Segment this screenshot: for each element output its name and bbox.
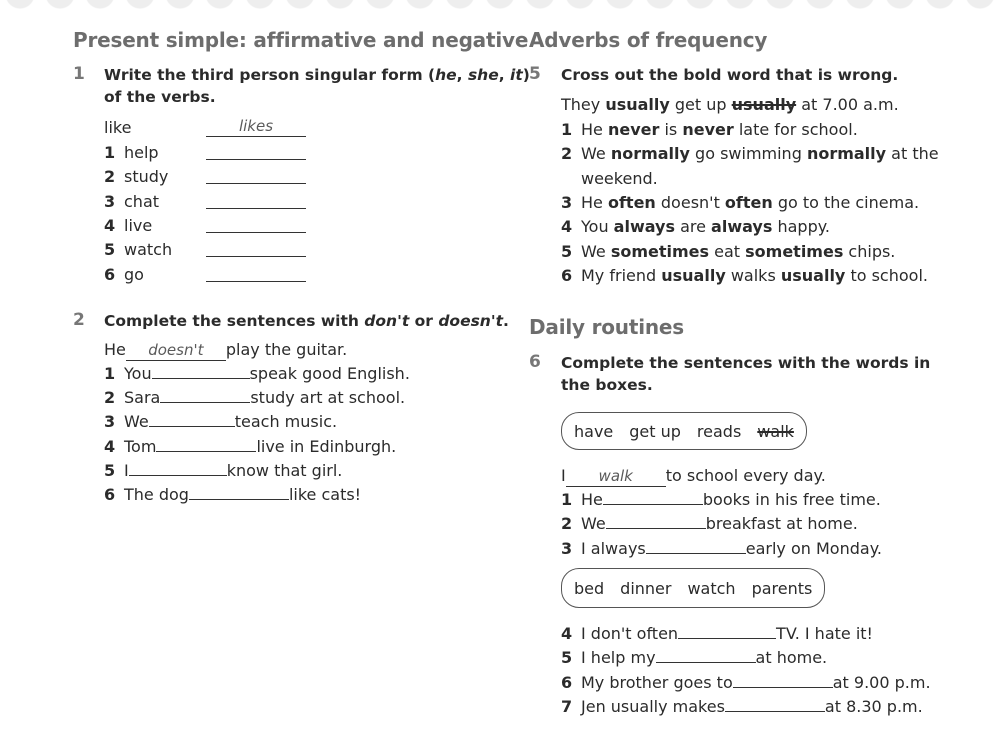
item-number: 2	[561, 514, 573, 534]
exercise-number: 1	[73, 64, 85, 84]
item-word: study	[124, 167, 169, 187]
bold-adverb[interactable]: often	[724, 192, 773, 212]
sentence-start: Jen usually makes	[581, 696, 725, 716]
list-item	[104, 167, 168, 186]
item-word: chat	[124, 191, 160, 211]
list-item	[561, 490, 881, 509]
sentence-part: to school.	[845, 265, 928, 285]
sentence-part: go to the cinema.	[772, 192, 920, 212]
item-number: 4	[104, 436, 116, 456]
answer-blank[interactable]	[646, 539, 746, 554]
list-item	[104, 192, 159, 211]
bold-adverb[interactable]: often	[607, 192, 656, 212]
bold-adverb[interactable]: always	[711, 217, 773, 237]
bold-adverb[interactable]: usually	[780, 265, 846, 285]
item-number: 2	[104, 388, 116, 408]
sentence-end: like cats!	[288, 485, 362, 504]
bold-adverb[interactable]: sometimes	[745, 241, 844, 261]
item-number: 1	[561, 490, 573, 509]
item-number: 6	[561, 672, 573, 692]
sentence-end: TV. I hate it!	[776, 624, 873, 643]
exercise-5-instruction: Cross out the bold word that is wrong.	[561, 66, 899, 84]
sentence-part: walks	[725, 265, 781, 285]
list-item	[104, 412, 337, 431]
exercise-1-instruction-line2: of the verbs.	[104, 88, 216, 106]
crossed-out-word: usually	[731, 95, 797, 114]
answer-blank[interactable]	[206, 145, 306, 164]
sentence-end: study art at school.	[250, 388, 406, 408]
sentence-part: go swimming	[689, 144, 807, 164]
list-item	[561, 120, 858, 139]
section-heading-present-simple: Present simple: affirmative and negative	[73, 28, 529, 52]
item-number: 7	[561, 696, 573, 716]
answer-blank[interactable]	[206, 267, 306, 286]
item-number: 4	[561, 624, 573, 643]
list-item-continuation: weekend.	[581, 168, 658, 188]
list-item	[561, 539, 882, 558]
exercise-1-instruction: Write the third person singular form (he, she, it)	[104, 66, 530, 84]
sentence-part: eat	[709, 241, 746, 261]
sentence-part: You	[581, 217, 614, 237]
decorative-top-border	[0, 0, 1000, 14]
item-number: 2	[561, 144, 573, 164]
sentence-end: speak good English.	[249, 364, 410, 383]
item-number: 1	[104, 364, 116, 383]
exercise-number: 6	[529, 352, 541, 372]
answer-blank[interactable]	[129, 461, 227, 476]
answer-blank[interactable]	[678, 624, 776, 639]
sentence-start: I always	[581, 538, 646, 558]
list-item	[561, 193, 919, 212]
word-box-item: parents	[751, 578, 813, 598]
sentence-start: He	[581, 490, 603, 509]
item-number: 3	[104, 191, 116, 211]
item-number: 3	[561, 192, 573, 212]
list-item	[104, 216, 152, 235]
sentence-start: We	[124, 412, 149, 432]
word-box-item-used: walk	[757, 421, 794, 441]
item-word: help	[124, 143, 159, 162]
sentence-start: I help my	[581, 648, 656, 668]
sentence-end: at 9.00 p.m.	[832, 672, 931, 692]
item-number: 5	[561, 241, 573, 261]
sentence-start: Tom	[124, 436, 157, 456]
sentence-end: early on Monday.	[745, 538, 882, 558]
exercise-number: 2	[73, 310, 85, 330]
sentence-part: He	[581, 192, 608, 212]
item-number: 5	[104, 460, 116, 480]
sentence-start: You	[124, 364, 152, 383]
item-word: live	[124, 215, 153, 235]
sentence-start: Sara	[124, 388, 161, 408]
sentence-end: teach music.	[234, 412, 338, 432]
bold-adverb[interactable]: never	[607, 120, 660, 139]
example-answer: likes	[206, 116, 306, 137]
item-number: 3	[561, 538, 573, 558]
list-item	[561, 648, 827, 667]
example-answer: walk	[566, 468, 666, 487]
sentence-end: know that girl.	[226, 460, 343, 480]
item-number: 5	[561, 648, 573, 668]
item-number: 2	[104, 167, 116, 187]
list-item	[561, 242, 895, 261]
word-box-item: bed	[574, 578, 605, 598]
word-box-1	[561, 412, 807, 450]
sentence-start: I don't often	[581, 624, 679, 643]
answer-blank[interactable]	[656, 648, 756, 663]
list-item	[104, 364, 410, 383]
section-heading-daily-routines: Daily routines	[529, 315, 684, 339]
exercise-number: 5	[529, 64, 541, 84]
answer-blank[interactable]	[149, 412, 235, 427]
exercise-6-example: I walk to school every day.	[561, 466, 826, 485]
item-word: watch	[124, 240, 173, 260]
list-item	[104, 265, 144, 284]
answer-blank[interactable]	[206, 194, 306, 213]
answer-blank[interactable]	[152, 364, 250, 379]
sentence-part: is	[659, 120, 683, 139]
sentence-part: He	[581, 120, 608, 139]
list-item	[104, 143, 159, 162]
sentence-part: at the	[886, 144, 939, 164]
answer-blank[interactable]	[733, 673, 833, 688]
item-number: 1	[104, 143, 116, 162]
item-number: 3	[104, 412, 116, 432]
sentence-part: chips.	[843, 241, 896, 261]
item-number: 6	[561, 265, 573, 285]
list-item	[561, 514, 858, 533]
sentence-part: My friend	[581, 265, 662, 285]
answer-blank[interactable]	[606, 514, 706, 529]
sentence-part: doesn't	[655, 192, 725, 212]
sentence-start: I	[124, 460, 129, 480]
sentence-part: We	[581, 144, 611, 164]
item-number: 4	[104, 215, 116, 235]
section-heading-adverbs: Adverbs of frequency	[529, 28, 768, 52]
list-item	[104, 437, 396, 456]
sentence-end: breakfast at home.	[705, 514, 858, 534]
list-item	[104, 240, 172, 259]
bold-adverb[interactable]: never	[682, 120, 734, 139]
word-box-item: dinner	[620, 578, 672, 598]
word-box-item: watch	[687, 578, 736, 598]
sentence-part: We	[581, 241, 611, 261]
bold-adverb[interactable]: usually	[661, 265, 726, 285]
word-box-2	[561, 568, 825, 608]
item-number: 4	[561, 217, 573, 237]
exercise-2-instruction: Complete the sentences with don't or doesn't.	[104, 312, 509, 330]
sentence-start: My brother goes to	[581, 672, 733, 692]
item-number: 5	[104, 240, 116, 260]
answer-blank[interactable]	[206, 218, 306, 237]
example-word: like	[104, 118, 132, 137]
bold-adverb[interactable]: normally	[806, 144, 887, 164]
item-number: 1	[561, 120, 573, 139]
list-item	[561, 697, 923, 716]
answer-blank[interactable]	[156, 437, 256, 452]
list-item	[561, 217, 830, 236]
sentence-part: happy.	[772, 217, 830, 237]
answer-blank[interactable]	[603, 490, 703, 505]
sentence-part: late for school.	[733, 120, 858, 139]
bold-adverb[interactable]: normally	[610, 144, 690, 164]
item-number: 6	[104, 264, 116, 284]
list-item	[104, 485, 361, 504]
exercise-6-instruction: Complete the sentences with the words in	[561, 354, 931, 372]
answer-blank[interactable]	[206, 242, 306, 261]
list-item	[104, 461, 342, 480]
sentence-end: at 8.30 p.m.	[824, 696, 923, 716]
list-item	[561, 266, 928, 285]
word-box-item: reads	[696, 421, 742, 441]
exercise-5-example: They usually get up usually at 7.00 a.m.	[561, 95, 899, 114]
exercise-6-instruction-line2: the boxes.	[561, 376, 653, 394]
list-item	[561, 624, 873, 643]
sentence-part: are	[675, 217, 712, 237]
list-item	[561, 144, 939, 163]
list-item	[104, 388, 405, 407]
word-box-item: get up	[629, 421, 681, 441]
sentence-start: The dog	[124, 485, 189, 504]
bold-adverb[interactable]: always	[613, 217, 675, 237]
sentence-end: books in his free time.	[702, 490, 881, 509]
sentence-start: We	[581, 514, 606, 534]
example-answer: doesn't	[126, 342, 226, 361]
list-item	[561, 673, 931, 692]
answer-blank[interactable]	[160, 388, 250, 403]
bold-adverb[interactable]: sometimes	[610, 241, 710, 261]
exercise-2-example: He doesn't play the guitar.	[104, 340, 348, 359]
word-box-item: have	[574, 421, 614, 441]
sentence-end: at home.	[755, 648, 828, 668]
item-word: go	[124, 264, 144, 284]
answer-blank[interactable]	[725, 697, 825, 712]
answer-blank[interactable]	[206, 169, 306, 188]
answer-blank[interactable]	[189, 485, 289, 500]
sentence-end: live in Edinburgh.	[256, 436, 397, 456]
item-number: 6	[104, 485, 116, 504]
